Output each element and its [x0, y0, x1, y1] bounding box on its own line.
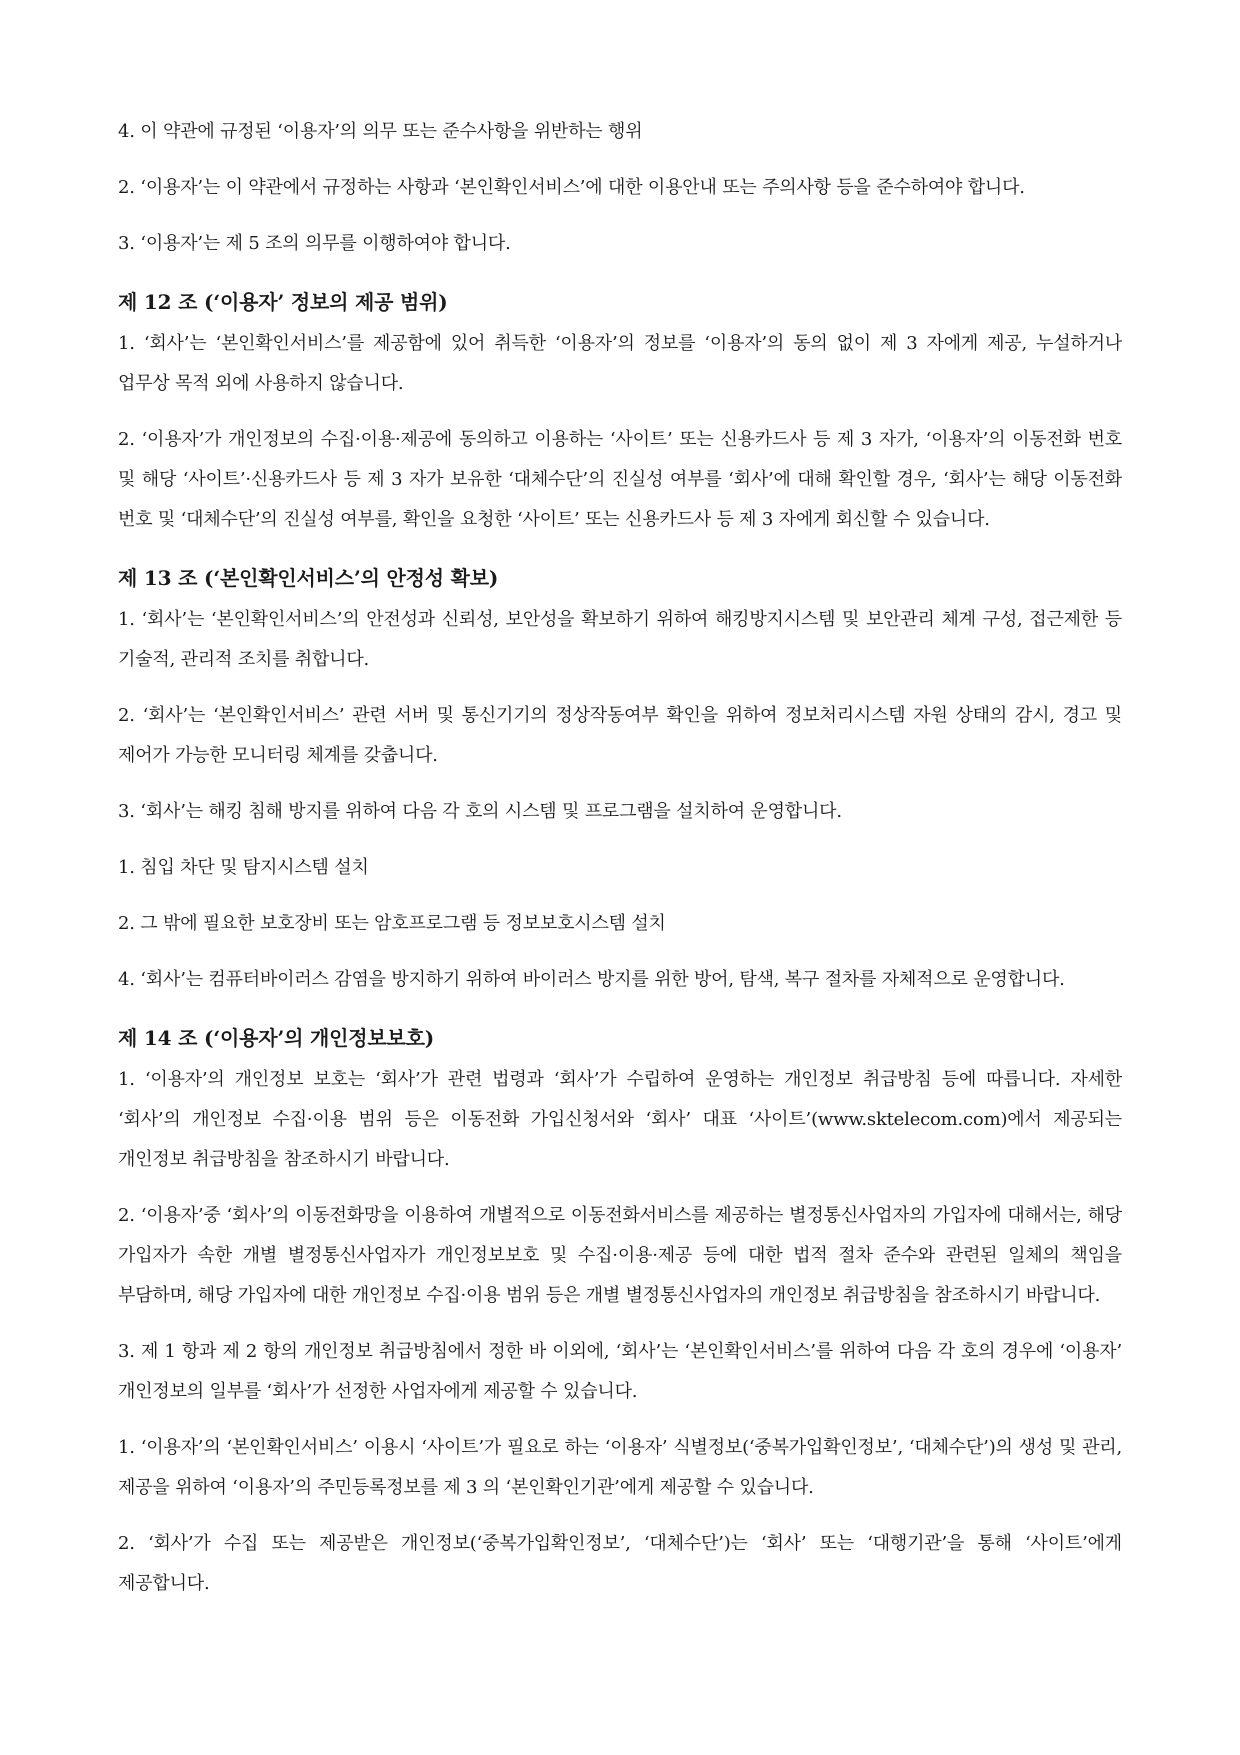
article-paragraph: 2. ‘회사’가 수집 또는 제공받은 개인정보(‘중복가입확인정보’, ‘대체수단’)는 ‘회사’ 또는 ‘대행기관’을 통해 ‘사이트’에게 제공합니다. — [118, 1533, 1122, 1594]
article-paragraph: 1. ‘회사’는 ‘본인확인서비스’의 안전성과 신뢰성, 보안성을 확보하기 위하여 해킹방지시스템 및 보안관리 체계 구성, 접근제한 등 기술적, 관리적 조치를 취합니다. — [118, 609, 1122, 670]
article-paragraph: 1. ‘이용자’의 ‘본인확인서비스’ 이용시 ‘사이트’가 필요로 하는 ‘이용자’ 식별정보(‘중복가입확인정보’, ‘대체수단’)의 생성 및 관리, 제공을 위하여 ‘이용자’의 주민등록정보를 제 3 의 ‘본인확인기관’에게 제공할 수 있습니다. — [118, 1437, 1122, 1498]
article-paragraph: 1. ‘이용자’의 개인정보 보호는 ‘회사’가 관련 법령과 ‘회사’가 수립하여 운영하는 개인정보 취급방침 등에 따릅니다. 자세한 ‘회사’의 개인정보 수집·이용 범위 등은 이동전화 가입신청서와 ‘회사’ 대표 ‘사이트’(www.sktelecom.com)에서 제공되는 개인정보 취급방침을 참조하시기 바랍니다. — [118, 1069, 1122, 1170]
article-13 — [118, 562, 1122, 1000]
article-paragraph: 3. ‘회사’는 해킹 침해 방지를 위하여 다음 각 호의 시스템 및 프로그램을 설치하여 운영합니다. — [118, 801, 842, 822]
article-paragraph: 2. 그 밖에 필요한 보호장비 또는 암호프로그램 등 정보보호시스템 설치 — [118, 913, 666, 934]
article-heading: 제 14 조 (‘이용자’의 개인정보보호) — [118, 1026, 434, 1050]
article-paragraph: 2. ‘이용자’가 개인정보의 수집·이용·제공에 동의하고 이용하는 ‘사이트’ 또는 신용카드사 등 제 3 자가, ‘이용자’의 이동전화 번호 및 해당 ‘사이트’·신용카드사 등 제 3 자가 보유한 ‘대체수단’의 진실성 여부를 ‘회사’에 대해 확인할 경우, ‘회사’는 해당 이동전화 번호 및 ‘대체수단’의 진실성 여부를, 확인을 요청한 ‘사이트’ 또는 신용카드사 등 제 3 자에게 회신할 수 있습니다. — [118, 429, 1122, 530]
article-paragraph: 1. ‘회사’는 ‘본인확인서비스’를 제공함에 있어 취득한 ‘이용자’의 정보를 ‘이용자’의 동의 없이 제 3 자에게 제공, 누설하거나 업무상 목적 외에 사용하지 않습니다. — [118, 333, 1122, 394]
article-12 — [118, 286, 1122, 540]
article-paragraph: 2. ‘회사’는 ‘본인확인서비스’ 관련 서버 및 통신기기의 정상작동여부 확인을 위하여 정보처리시스템 자원 상태의 감시, 경고 및 제어가 가능한 모니터링 체계를 갖춥니다. — [118, 705, 1122, 766]
intro-paragraph: 2. ‘이용자’는 이 약관에서 규정하는 사항과 ‘본인확인서비스’에 대한 이용안내 또는 주의사항 등을 준수하여야 합니다. — [118, 177, 1025, 198]
article-paragraph: 3. 제 1 항과 제 2 항의 개인정보 취급방침에서 정한 바 이외에, ‘회사’는 ‘본인확인서비스’를 위하여 다음 각 호의 경우에 ‘이용자’ 개인정보의 일부를 ‘회사’가 선정한 사업자에게 제공할 수 있습니다. — [118, 1341, 1122, 1402]
article-14 — [118, 1022, 1122, 1604]
article-heading: 제 13 조 (‘본인확인서비스’의 안정성 확보) — [118, 566, 499, 590]
article-paragraph: 1. 침입 차단 및 탐지시스템 설치 — [118, 857, 369, 878]
article-paragraph: 4. ‘회사’는 컴퓨터바이러스 감염을 방지하기 위하여 바이러스 방지를 위한 방어, 탐색, 복구 절차를 자체적으로 운영합니다. — [118, 969, 1065, 990]
article-heading: 제 12 조 (‘이용자’ 정보의 제공 범위) — [118, 290, 448, 314]
intro-paragraph: 4. 이 약관에 규정된 ‘이용자’의 의무 또는 준수사항을 위반하는 행위 — [118, 121, 643, 142]
document-page — [118, 112, 1122, 1620]
article-paragraph: 2. ‘이용자’중 ‘회사’의 이동전화망을 이용하여 개별적으로 이동전화서비스를 제공하는 별정통신사업자의 가입자에 대해서는, 해당 가입자가 속한 개별 별정통신사업자가 개인정보보호 및 수집·이용·제공 등에 대한 법적 절차 준수와 관련된 일체의 책임을 부담하며, 해당 가입자에 대한 개인정보 수집·이용 범위 등은 개별 별정통신사업자의 개인정보 취급방침을 참조하시기 바랍니다. — [118, 1205, 1122, 1306]
intro-paragraph: 3. ‘이용자’는 제 5 조의 의무를 이행하여야 합니다. — [118, 233, 511, 254]
